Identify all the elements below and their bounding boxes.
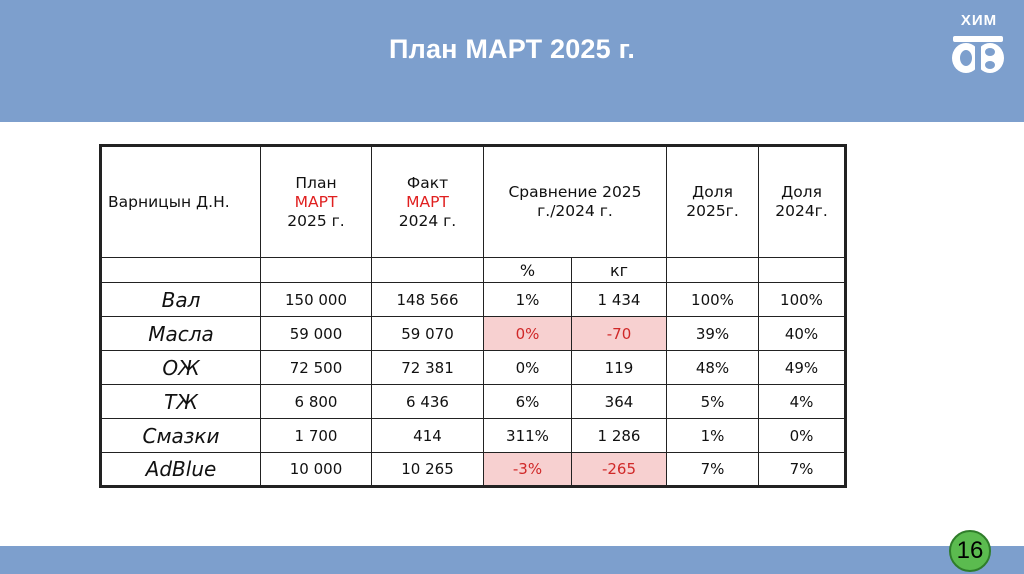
header-fact xyxy=(372,146,484,258)
cell-pct: 311% xyxy=(484,419,572,453)
cell-fact: 72 381 xyxy=(372,351,484,385)
cell-kg: 1 434 xyxy=(572,283,667,317)
cell-kg-negative: -70 xyxy=(572,317,667,351)
subheader-empty xyxy=(759,258,846,283)
cell-plan: 1 700 xyxy=(261,419,372,453)
header-plan-line1: План xyxy=(295,173,337,192)
footer-bar xyxy=(0,546,1024,574)
row-label: Смазки xyxy=(101,419,261,453)
row-label: AdBlue xyxy=(101,453,261,487)
cell-pct: 6% xyxy=(484,385,572,419)
subheader-empty xyxy=(261,258,372,283)
header-fact-line1: Факт xyxy=(406,173,449,192)
header-share-2025 xyxy=(667,146,759,258)
cell-fact: 6 436 xyxy=(372,385,484,419)
cell-share-2024: 40% xyxy=(759,317,846,351)
row-label: ТЖ xyxy=(101,385,261,419)
cell-plan: 10 000 xyxy=(261,453,372,487)
cell-fact: 414 xyxy=(372,419,484,453)
cell-plan: 72 500 xyxy=(261,351,372,385)
page-number-badge: 16 xyxy=(949,530,991,572)
cell-fact: 148 566 xyxy=(372,283,484,317)
cell-pct: 0% xyxy=(484,351,572,385)
cell-kg: 119 xyxy=(572,351,667,385)
cell-kg: 1 286 xyxy=(572,419,667,453)
header-share-2025-line1: Доля xyxy=(692,183,733,201)
header-compare-line1: Сравнение 2025 xyxy=(508,183,642,201)
table-row xyxy=(101,283,846,317)
plan-table-container xyxy=(99,144,847,488)
subheader-kg: кг xyxy=(572,258,667,283)
table-row xyxy=(101,385,846,419)
header-share-2024 xyxy=(759,146,846,258)
manager-name: Варницын Д.Н. xyxy=(101,146,261,258)
row-label: Вал xyxy=(101,283,261,317)
subheader-empty xyxy=(372,258,484,283)
cell-share-2024: 7% xyxy=(759,453,846,487)
plan-table xyxy=(99,144,847,488)
company-logo xyxy=(944,12,1014,82)
cell-kg-negative: -265 xyxy=(572,453,667,487)
cell-plan: 6 800 xyxy=(261,385,372,419)
subheader-empty xyxy=(667,258,759,283)
cell-plan: 59 000 xyxy=(261,317,372,351)
cell-share-2025: 7% xyxy=(667,453,759,487)
header-plan-line2: МАРТ xyxy=(294,192,338,211)
cell-share-2025: 48% xyxy=(667,351,759,385)
subheader-pct: % xyxy=(484,258,572,283)
subheader-empty xyxy=(101,258,261,283)
table-subheader-row xyxy=(101,258,846,283)
row-label: Масла xyxy=(101,317,261,351)
cell-share-2025: 100% xyxy=(667,283,759,317)
cell-share-2024: 4% xyxy=(759,385,846,419)
cell-share-2025: 39% xyxy=(667,317,759,351)
header-plan xyxy=(261,146,372,258)
slide-title: План МАРТ 2025 г. xyxy=(388,34,636,64)
header-fact-line2: МАРТ xyxy=(406,192,449,211)
table-row xyxy=(101,419,846,453)
header-compare xyxy=(484,146,667,258)
cell-kg: 364 xyxy=(572,385,667,419)
header-share-2025-line2: 2025г. xyxy=(686,202,739,220)
cell-share-2024: 49% xyxy=(759,351,846,385)
header-share-2024-line2: 2024г. xyxy=(775,202,828,220)
cell-share-2024: 0% xyxy=(759,419,846,453)
header-share-2024-line1: Доля xyxy=(781,183,822,201)
cell-pct-negative: 0% xyxy=(484,317,572,351)
row-label: ОЖ xyxy=(101,351,261,385)
table-row xyxy=(101,351,846,385)
cell-fact: 10 265 xyxy=(372,453,484,487)
cell-share-2025: 5% xyxy=(667,385,759,419)
cell-share-2024: 100% xyxy=(759,283,846,317)
cell-pct-negative: -3% xyxy=(484,453,572,487)
cell-share-2025: 1% xyxy=(667,419,759,453)
header-compare-line2: г./2024 г. xyxy=(537,202,613,220)
cell-plan: 150 000 xyxy=(261,283,372,317)
cell-fact: 59 070 xyxy=(372,317,484,351)
table-row xyxy=(101,453,846,487)
header-fact-line3: 2024 г. xyxy=(398,211,457,230)
table-row xyxy=(101,317,846,351)
cell-pct: 1% xyxy=(484,283,572,317)
table-header-row xyxy=(101,146,846,258)
header-plan-line3: 2025 г. xyxy=(287,211,345,230)
logo-text: ХИМ xyxy=(960,12,998,29)
